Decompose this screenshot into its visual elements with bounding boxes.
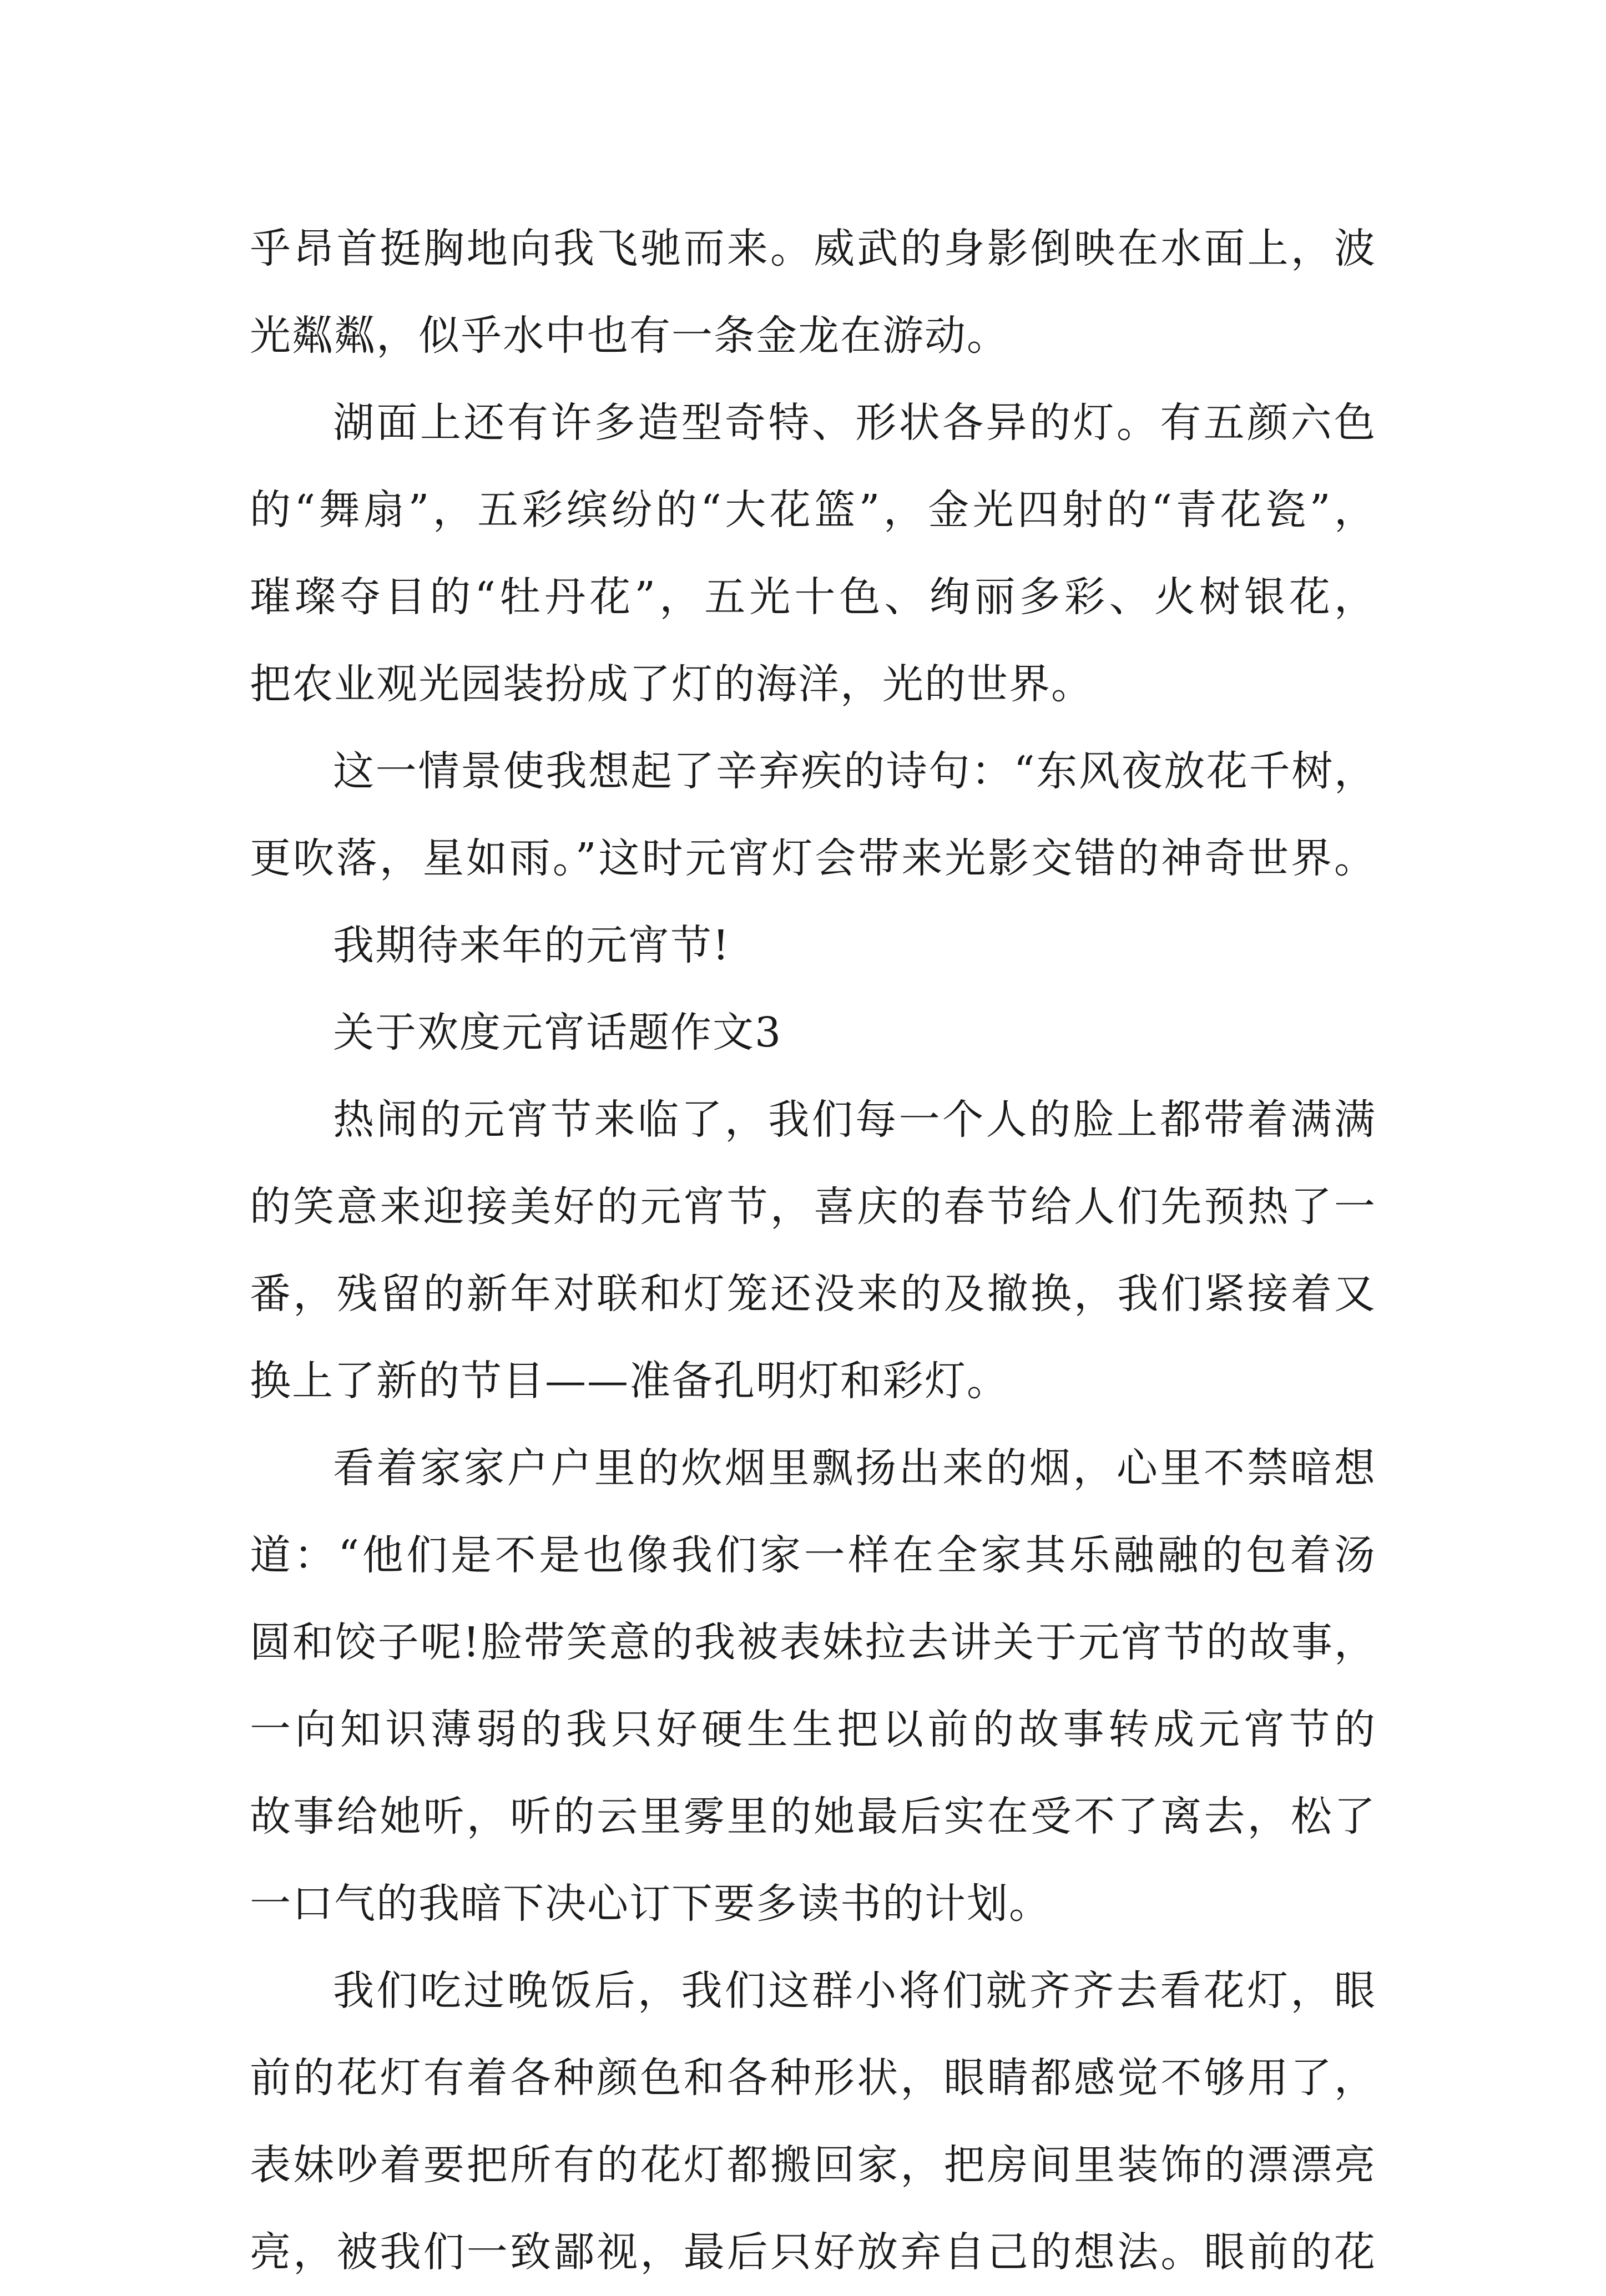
- text-line: 亮，被我们一致鄙视，最后只好放弃自己的想法。眼前的花: [250, 2228, 1376, 2276]
- text-line: 一向知识薄弱的我只好硬生生把以前的故事转成元宵节的: [250, 1706, 1376, 1753]
- text-line: 的“舞扇”，五彩缤纷的“大花篮”，金光四射的“青花瓷”，: [250, 486, 1376, 534]
- text-line: 故事给她听，听的云里雾里的她最后实在受不了离去，松了: [250, 1793, 1376, 1840]
- text-line: 圆和饺子呢!脸带笑意的我被表妹拉去讲关于元宵节的故事，: [250, 1619, 1376, 1666]
- text-line: 一口气的我暗下决心订下要多读书的计划。: [250, 1880, 1051, 1928]
- text-line: 换上了新的节目——准备孔明灯和彩灯。: [250, 1357, 1009, 1405]
- text-line: 前的花灯有着各种颜色和各种形状，眼睛都感觉不够用了，: [250, 2054, 1376, 2102]
- text-line: 更吹落，星如雨。”这时元宵灯会带来光影交错的神奇世界。: [250, 835, 1376, 882]
- paragraph-start-line: 湖面上还有许多造型奇特、形状各异的灯。有五颜六色: [333, 399, 1376, 447]
- section-heading: 关于欢度元宵话题作文3: [333, 1009, 782, 1056]
- paragraph-start-line: 看着家家户户里的炊烟里飘扬出来的烟，心里不禁暗想: [333, 1444, 1376, 1492]
- text-line: 乎昂首挺胸地向我飞驰而来。威武的身影倒映在水面上，波: [250, 225, 1376, 272]
- text-line: 番，残留的新年对联和灯笼还没来的及撤换，我们紧接着又: [250, 1270, 1376, 1318]
- paragraph-start-line: 我期待来年的元宵节!: [333, 922, 730, 969]
- text-line: 的笑意来迎接美好的元宵节，喜庆的春节给人们先预热了一: [250, 1183, 1376, 1231]
- text-line: 把农业观光园装扮成了灯的海洋，光的世界。: [250, 660, 1093, 708]
- essay-body: [250, 205, 1376, 2296]
- paragraph-start-line: 我们吃过晚饭后，我们这群小将们就齐齐去看花灯，眼: [333, 1967, 1376, 2015]
- text-line: 光粼粼，似乎水中也有一条金龙在游动。: [250, 312, 1009, 360]
- paragraph-start-line: 这一情景使我想起了辛弃疾的诗句：“东风夜放花千树，: [333, 747, 1376, 795]
- text-line: 表妹吵着要把所有的花灯都搬回家，把房间里装饰的漂漂亮: [250, 2141, 1376, 2189]
- text-line: 道：“他们是不是也像我们家一样在全家其乐融融的包着汤: [250, 1531, 1376, 1579]
- text-line: 璀璨夺目的“牡丹花”，五光十色、绚丽多彩、火树银花，: [250, 573, 1376, 621]
- paragraph-start-line: 热闹的元宵节来临了，我们每一个人的脸上都带着满满: [333, 1096, 1376, 1144]
